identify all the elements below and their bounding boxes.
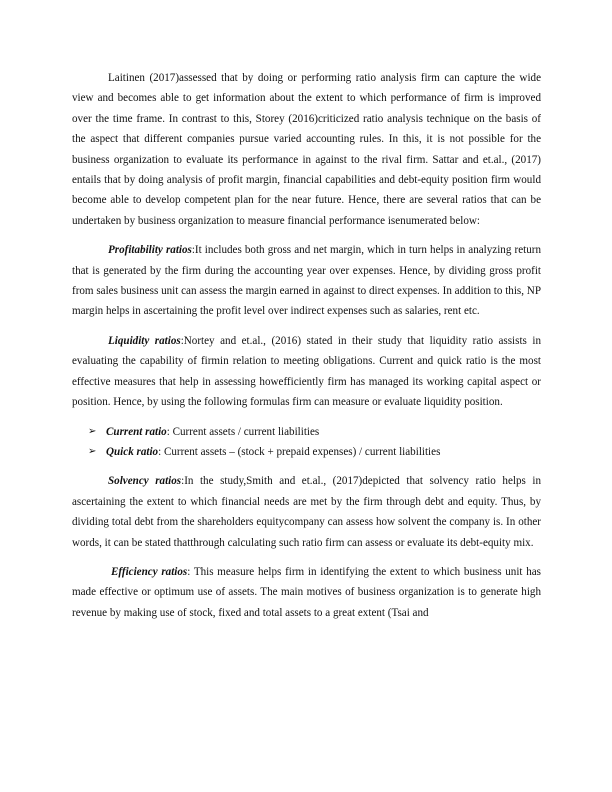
efficiency-term: Efficiency ratios — [111, 565, 188, 578]
liquidity-term: Liquidity ratios — [108, 334, 181, 347]
solvency-term: Solvency ratios — [108, 475, 182, 488]
solvency-text: :In the study,Smith and et.al., (2017)depicted that solvency ratio helps in ascertaining the extent to which financial needs are met by the firm through debt and equity. Thus, by dividing total debt from the shareholders equitycompany can assess how solvent the company is. In other words, it can be stated thatthrough calculating such ratio firm can assess or evaluate its debt-equity mix. — [72, 475, 541, 549]
efficiency-paragraph — [72, 562, 541, 623]
formula-list — [72, 422, 541, 463]
current-ratio-term: Current ratio — [106, 425, 167, 438]
arrow-bullet-icon: ➢ — [88, 445, 97, 457]
liquidity-text: :Nortey and et.al., (2016) stated in their study that liquidity ratio assists in evaluating the capability of firmin relation to meeting obligations. Current and quick ratio is the most effective measures that help in assessing howefficiently firm has managed its working capital aspect or position. Hence, by using the following formulas firm can measure or evaluate liquidity position. — [72, 334, 541, 409]
solvency-paragraph — [72, 471, 541, 553]
arrow-bullet-icon: ➢ — [88, 425, 97, 437]
intro-paragraph: Laitinen (2017)assessed that by doing or performing ratio analysis firm can capture the wide view and becomes able to get information about the extent to which performance of firm is improved over the time frame. In contrast to this, Storey (2016)criticized ratio analysis technique on the basis of the aspect that different companies pursue varied accounting rules. In this, it is not possible for the business organization to evaluate its performance in against to the rival firm. Sattar and et.al., (2017) entails that by doing analysis of profit margin, financial capabilities and debt-equity position firm would become able to develop competent plan for the near future. Hence, there are several ratios that can be undertaken by business organization to measure financial performance isenumerated below: — [72, 72, 541, 227]
quick-ratio-formula: : Current assets – (stock + prepaid expenses) / current liabilities — [158, 445, 441, 458]
liquidity-paragraph — [72, 331, 541, 413]
profitability-text: :It includes both gross and net margin, which in turn helps in analyzing return that is generated by the firm during the accounting year over expenses. Hence, by dividing gross profit from sales business unit can assess the margin earned in against to direct expenses. In addition to this, NP margin helps in ascertaining the profit level over indirect expenses such as salaries, rent etc. — [72, 244, 541, 318]
list-item-current-ratio — [72, 422, 541, 442]
document-body — [72, 68, 541, 632]
efficiency-text: : This measure helps firm in identifying the extent to which business unit has made effective or optimum use of assets. The main motives of business organization is to generate high revenue by making use of stock, fixed and total assets to a great extent (Tsai and — [72, 565, 541, 619]
list-item-quick-ratio — [72, 442, 541, 462]
profitability-term: Profitability ratios — [108, 244, 192, 257]
profitability-paragraph — [72, 240, 541, 322]
current-ratio-formula: : Current assets / current liabilities — [166, 425, 320, 438]
quick-ratio-term: Quick ratio — [106, 445, 159, 458]
